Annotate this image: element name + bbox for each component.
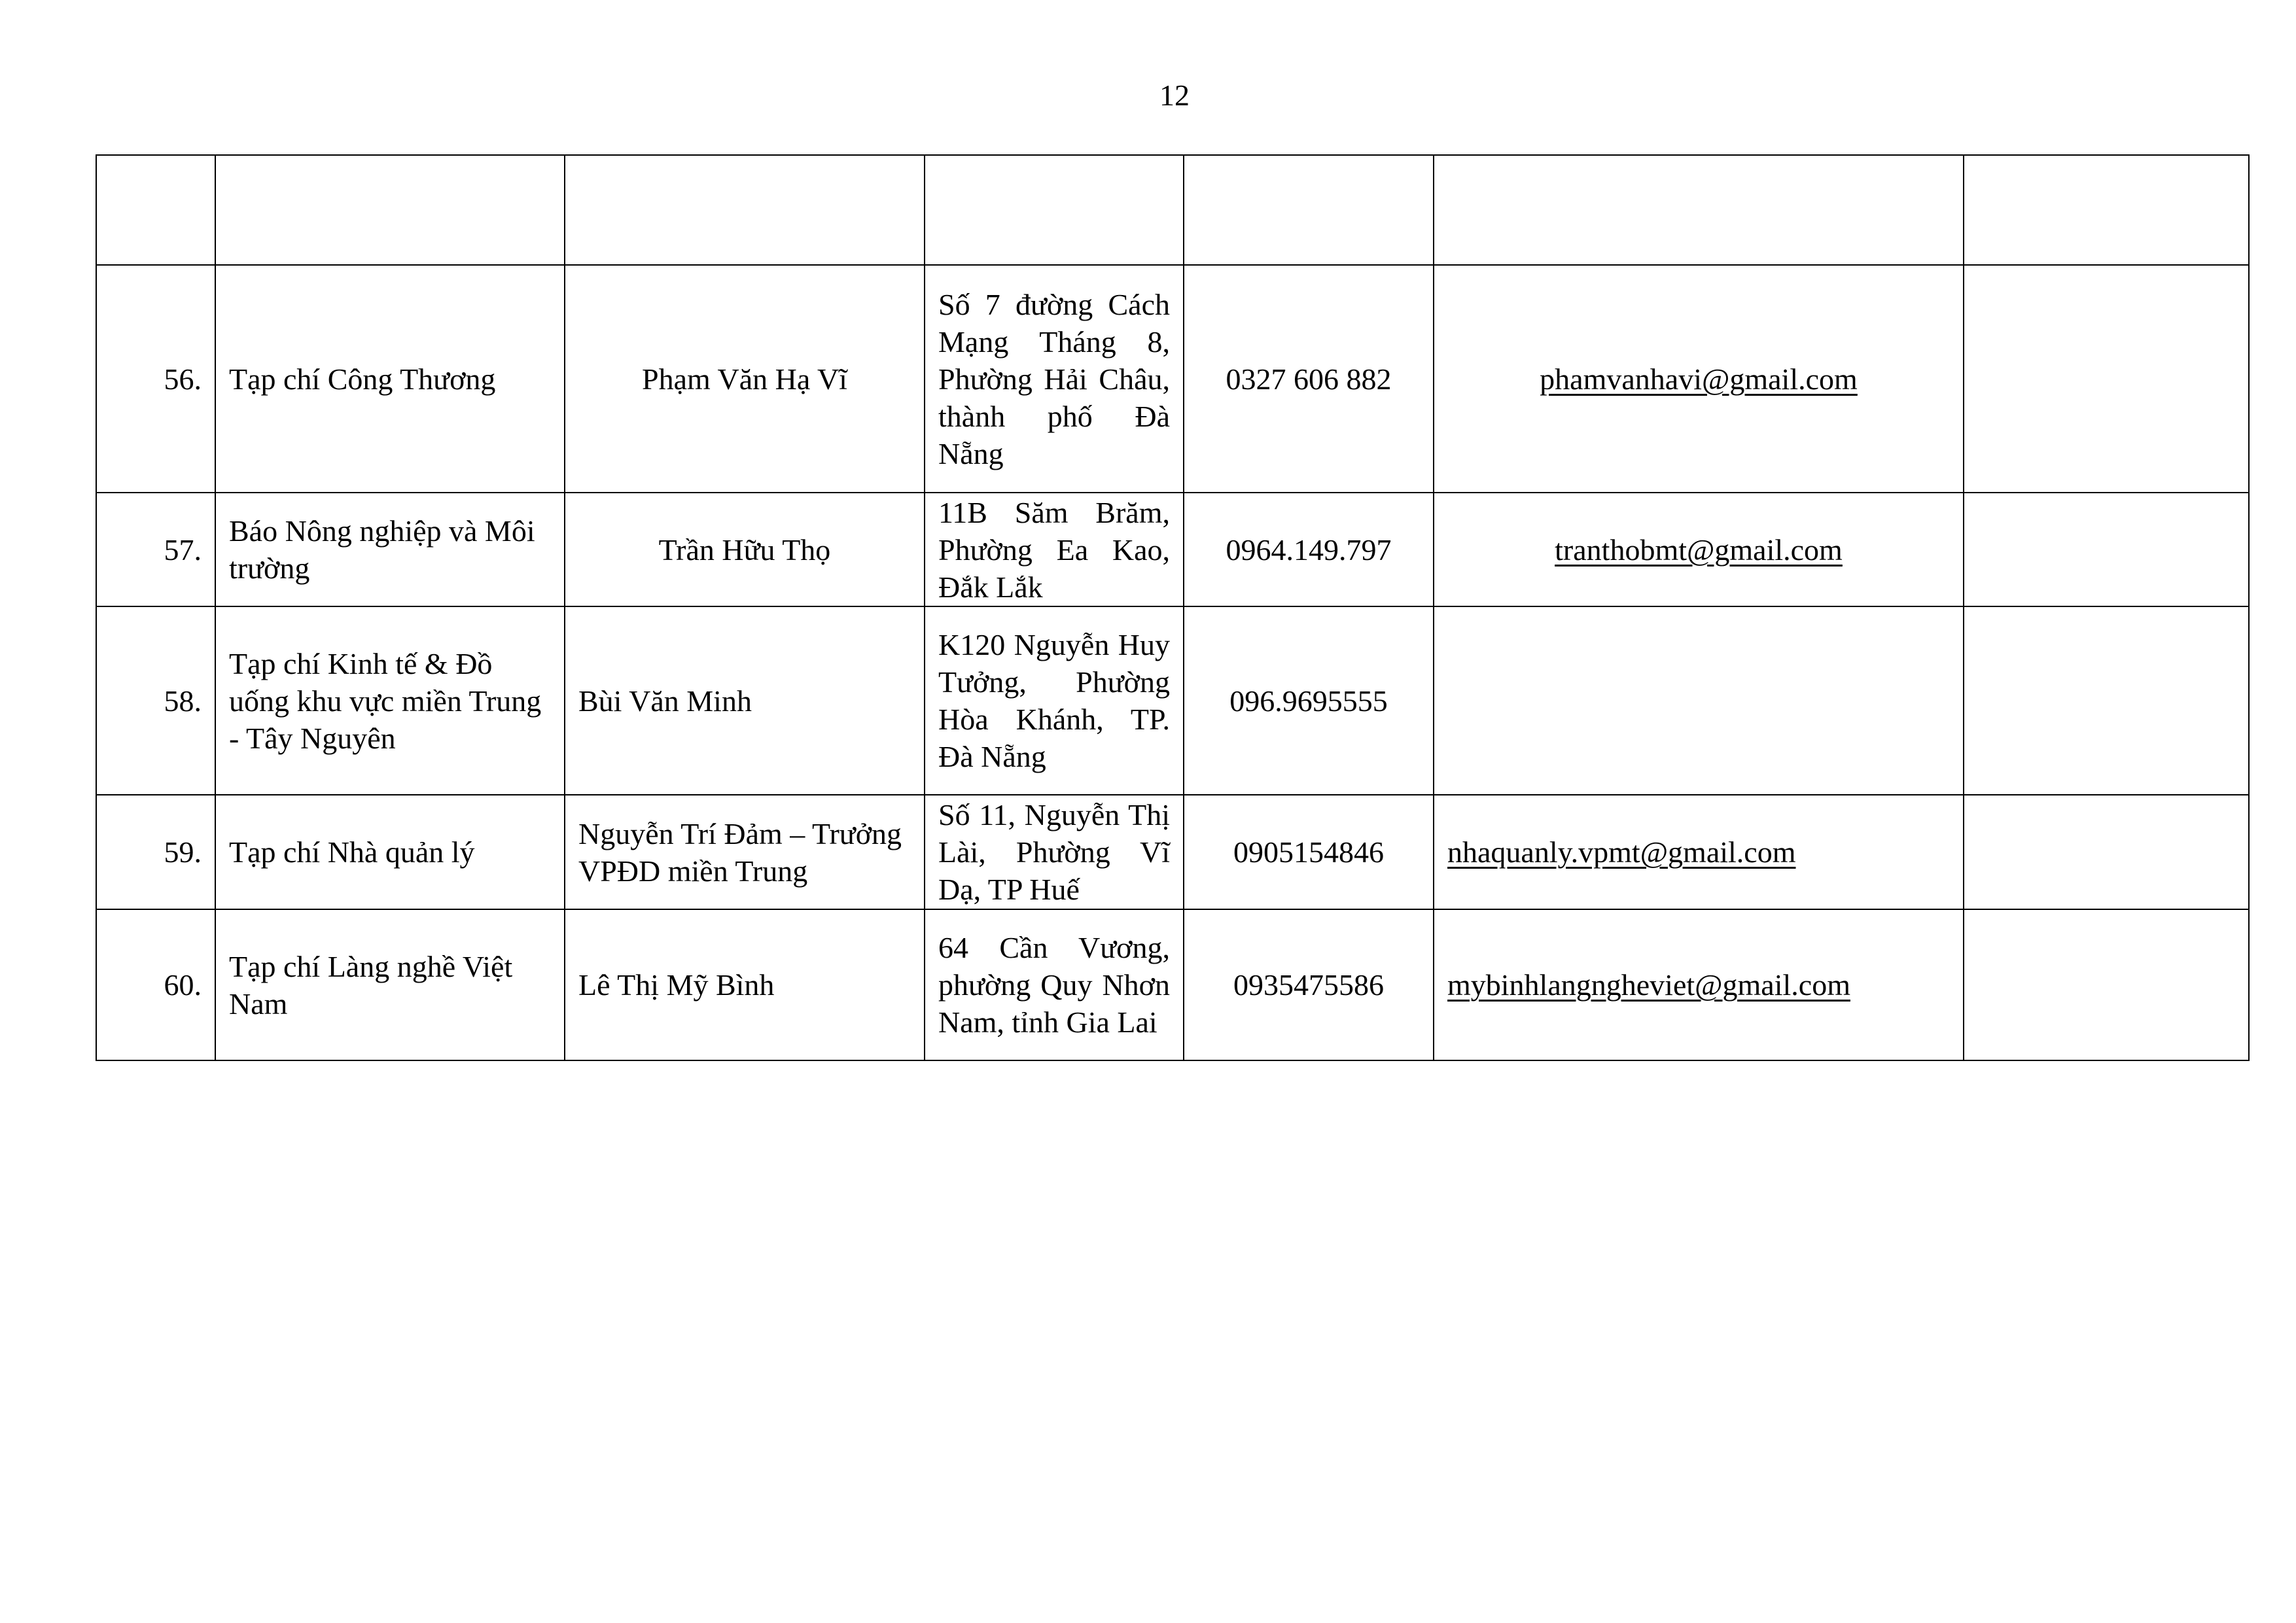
- email-cell: [1434, 795, 1964, 909]
- email-cell: [1434, 265, 1964, 493]
- organization-name: Báo Nông nghiệp và Môi trường: [215, 493, 565, 606]
- contact-person: Nguyễn Trí Đảm – Trưởng VPĐD miền Trung: [565, 795, 925, 909]
- row-number: 59.: [96, 795, 215, 909]
- address: K120 Nguyễn Huy Tưởng, Phường Hòa Khánh, TP. Đà Nẵng: [925, 606, 1184, 795]
- table-row: [96, 265, 2249, 493]
- contact-person: Bùi Văn Minh: [565, 606, 925, 795]
- cell-empty: [925, 155, 1184, 265]
- cell-empty: [565, 155, 925, 265]
- contact-person: Lê Thị Mỹ Bình: [565, 909, 925, 1060]
- table-row: [96, 606, 2249, 795]
- cell-empty: [1184, 155, 1434, 265]
- email-cell: [1434, 909, 1964, 1060]
- email-cell: [1434, 493, 1964, 606]
- contact-person: Phạm Văn Hạ Vĩ: [565, 265, 925, 493]
- table-row: [96, 493, 2249, 606]
- row-number: 56.: [96, 265, 215, 493]
- cell-empty: [215, 155, 565, 265]
- table-row: [96, 909, 2249, 1060]
- row-number: 58.: [96, 606, 215, 795]
- phone-number: 0964.149.797: [1184, 493, 1434, 606]
- email-link[interactable]: tranthobmt@gmail.com: [1555, 532, 1843, 567]
- cell-empty: [1964, 606, 2249, 795]
- cell-empty: [1964, 493, 2249, 606]
- cell-empty: [1964, 795, 2249, 909]
- phone-number: 0327 606 882: [1184, 265, 1434, 493]
- address: 64 Cần Vương, phường Quy Nhơn Nam, tỉnh Gia Lai: [925, 909, 1184, 1060]
- cell-empty: [1964, 909, 2249, 1060]
- email-link[interactable]: nhaquanly.vpmt@gmail.com: [1447, 835, 1796, 869]
- phone-number: 0935475586: [1184, 909, 1434, 1060]
- phone-number: 096.9695555: [1184, 606, 1434, 795]
- address: Số 7 đường Cách Mạng Tháng 8, Phường Hải Châu, thành phố Đà Nẵng: [925, 265, 1184, 493]
- cell-empty: [96, 155, 215, 265]
- cell-empty: [1964, 155, 2249, 265]
- organization-name: Tạp chí Nhà quản lý: [215, 795, 565, 909]
- email-link[interactable]: phamvanhavi@gmail.com: [1540, 362, 1858, 396]
- address: Số 11, Nguyễn Thị Lài, Phường Vĩ Dạ, TP Huế: [925, 795, 1184, 909]
- email-cell: [1434, 606, 1964, 795]
- organization-name: Tạp chí Kinh tế & Đồ uống khu vực miền Trung - Tây Nguyên: [215, 606, 565, 795]
- email-link[interactable]: mybinhlangngheviet@gmail.com: [1447, 968, 1850, 1002]
- table-row-blank: [96, 155, 2249, 265]
- cell-empty: [1964, 265, 2249, 493]
- row-number: 60.: [96, 909, 215, 1060]
- press-contact-table: [96, 154, 2250, 1061]
- row-number: 57.: [96, 493, 215, 606]
- cell-empty: [1434, 155, 1964, 265]
- phone-number: 0905154846: [1184, 795, 1434, 909]
- table-row: [96, 795, 2249, 909]
- organization-name: Tạp chí Công Thương: [215, 265, 565, 493]
- contact-person: Trần Hữu Thọ: [565, 493, 925, 606]
- address: 11B Săm Brăm, Phường Ea Kao, Đắk Lắk: [925, 493, 1184, 606]
- organization-name: Tạp chí Làng nghề Việt Nam: [215, 909, 565, 1060]
- page-number: 12: [1159, 79, 1190, 112]
